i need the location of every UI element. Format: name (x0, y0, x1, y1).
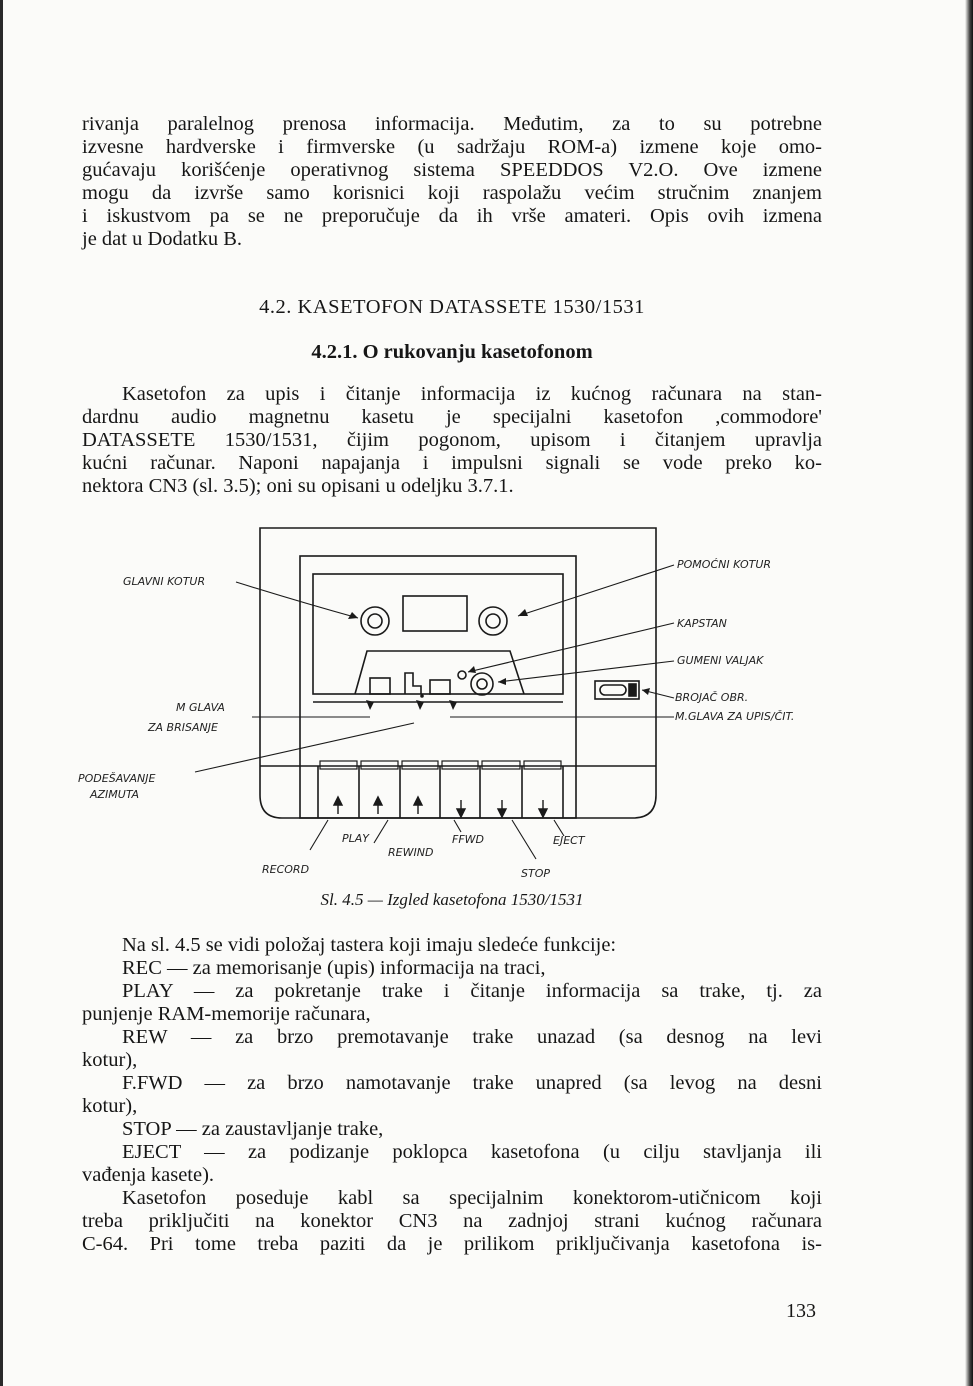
label-stop: STOP (521, 867, 550, 880)
label-glavni-kotur: GLAVNI KOTUR (123, 575, 206, 588)
button-rewind (402, 761, 438, 769)
text-line: kućni računar. Naponi napajanja i impulsni signali se vode preko ko- (82, 452, 822, 474)
scan-edge-left (0, 0, 3, 1386)
text-line: PLAY — za pokretanje trake i čitanje informacija sa trake, tj. za (122, 980, 822, 1002)
intro-paragraph (82, 113, 822, 251)
page-number: 133 (786, 1300, 816, 1322)
cassette-recorder-diagram (70, 520, 830, 885)
label-kapstan: KAPSTAN (677, 617, 727, 630)
button-stop (482, 761, 520, 769)
label-gumeni-valjak: GUMENI VALJAK (677, 654, 764, 667)
label-m-glava-brisanje-2: ZA BRISANJE (148, 721, 218, 734)
text-line: Na sl. 4.5 se vidi položaj tastera koji imaju sledeće funkcije: (122, 934, 617, 956)
button-play (361, 761, 398, 769)
label-eject: EJECT (553, 834, 585, 847)
text-line: treba priključiti na konektor CN3 na zadnjoj strani kućnog računara (82, 1210, 822, 1232)
leader-rewind (374, 820, 388, 843)
text-line: kotur), (82, 1049, 138, 1071)
text-line: kotur), (82, 1095, 138, 1117)
text-line: F.FWD — za brzo namotavanje trake unapred (sa levog na desni (122, 1072, 822, 1094)
leader-stop (512, 820, 536, 859)
aux-reel (479, 607, 507, 635)
button-eject (524, 761, 561, 769)
text-line: nektora CN3 (sl. 3.5); oni su opisani u odeljku 3.7.1. (82, 475, 514, 497)
text-line: Kasetofon za upis i čitanje informacija iz kućnog računara na stan- (122, 383, 822, 405)
cassette-shell (313, 574, 563, 694)
text-line: i iskustvom pa se ne preporučuje da ih vrše amateri. Opis ovih izmena (82, 205, 822, 227)
label-brojac-obr: BROJAČ OBR. (675, 691, 749, 704)
leader-gumeni-valjak (498, 661, 674, 682)
text-line: REW — za brzo premotavanje trake unazad (sa desnog na levi (122, 1026, 822, 1048)
leader-ffwd (454, 820, 461, 832)
text-line: izvesne hardverske i firmverske (u sadržaju ROM-a) izmene koje omo- (82, 136, 822, 158)
text-line: punjenje RAM-memorije računara, (82, 1003, 371, 1025)
text-line: STOP — za zaustavljanje trake, (122, 1118, 384, 1140)
leader-record (310, 820, 328, 850)
label-m-glava-zapis: M.GLAVA ZA UPIS/ČIT. (675, 710, 795, 723)
button-record (320, 761, 357, 769)
pinch-roller (471, 673, 493, 695)
rw-head (405, 673, 421, 694)
text-line: vađenja kasete). (82, 1164, 215, 1186)
capstan (458, 671, 466, 679)
label-play: PLAY (342, 832, 370, 845)
leader-pomocni-kotur (518, 565, 674, 616)
label-m-glava-brisanje-1: M GLAVA (176, 701, 225, 714)
subsection-heading: 4.2.1. O rukovanju kasetofonom (311, 341, 593, 363)
text-line: je dat u Dodatku B. (82, 228, 242, 250)
cassette-head-area (355, 651, 524, 694)
paragraph-1 (82, 383, 822, 498)
text-line: DATASSETE 1530/1531, čijim pogonom, upisom i čitanjem upravlja (82, 429, 822, 451)
text-line: mogu da izvrše samo korisnici koji raspolažu većim stručnim znanjem (82, 182, 822, 204)
text-line: gućavaju korišćenje operativnog sistema SPEEDDOS V2.O. Ove izmene (82, 159, 822, 181)
label-ffwd: FFWD (452, 833, 485, 846)
main-reel (361, 607, 389, 635)
label-podesavanje-1: PODEŠAVANJE (78, 772, 156, 785)
section-heading: 4.2. KASETOFON DATASSETE 1530/1531 (259, 296, 645, 318)
text-line: rivanja paralelnog prenosa informacija. Međutim, za to su potrebne (82, 113, 822, 135)
leader-podesavanje (195, 723, 414, 772)
text-line: dardnu audio magnetnu kasetu je specijalni kasetofon ,commodore' (82, 406, 822, 428)
text-line: C-64. Pri tome treba paziti da je prilikom priključivanja kasetofona is- (82, 1233, 822, 1255)
erase-head (370, 678, 390, 694)
label-podesavanje-2: AZIMUTA (90, 788, 140, 801)
scan-edge-right (965, 0, 973, 1386)
figure-caption: Sl. 4.5 — Izgled kasetofona 1530/1531 (320, 890, 584, 909)
paragraph-2 (82, 934, 822, 1256)
label-record: RECORD (262, 863, 310, 876)
text-line: EJECT — za podizanje poklopca kasetofona (u cilju stavljanja ili (122, 1141, 822, 1163)
text-line: REC — za memorisanje (upis) informacija na traci, (122, 957, 546, 979)
button-ffwd (442, 761, 478, 769)
text-line: Kasetofon poseduje kabl sa specijalnim konektorom-utičnicom koji (122, 1187, 822, 1209)
label-rewind: REWIND (388, 846, 434, 859)
label-pomocni-kotur: POMOĆNI KOTUR (677, 558, 772, 571)
leader-glavni-kotur (236, 582, 358, 618)
tape-window (403, 596, 467, 631)
